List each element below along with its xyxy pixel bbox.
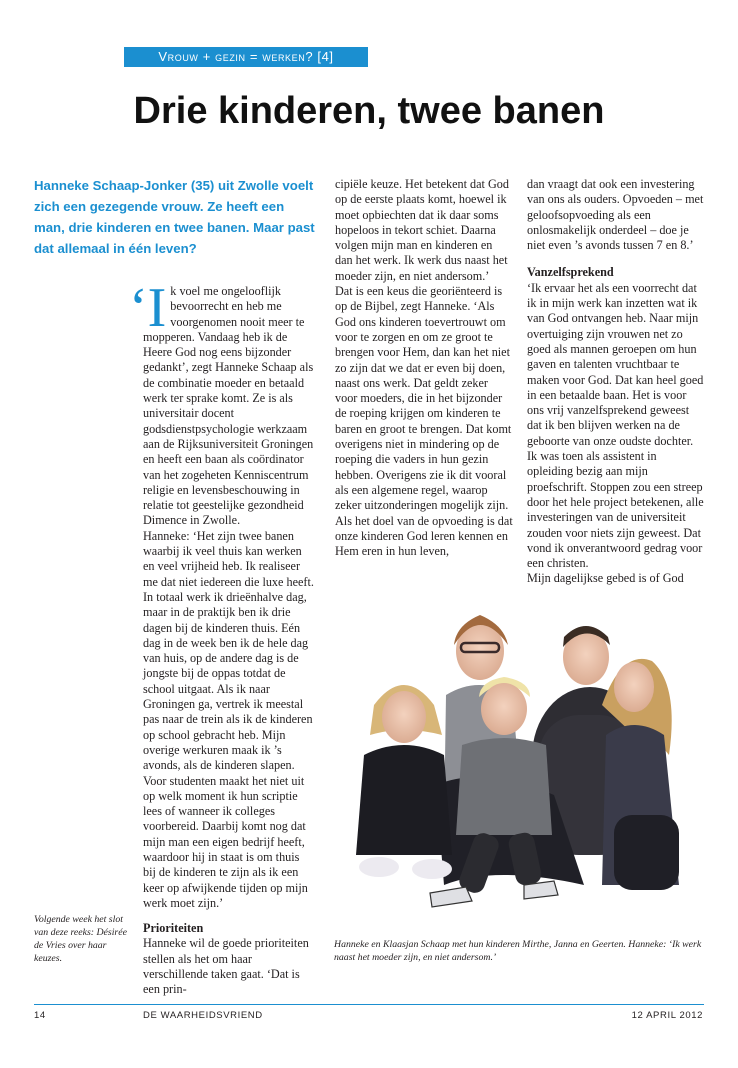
paragraph: Als het doel van de opvoeding is dat onze kinderen God leren kennen en Hem eren in hun leven,: [335, 513, 513, 559]
paragraph: Hanneke wil de goede prioriteiten stellen als het om haar verschillende taken gaat. ‘Dat is een prin-: [143, 936, 309, 997]
column-3: [527, 177, 705, 587]
series-note: Volgende week het slot van deze reeks: Désirée de Vries over haar keuzes.: [34, 914, 127, 964]
drop-cap: ‘I: [129, 277, 167, 339]
magazine-name: DE WAARHEIDSVRIEND: [143, 1010, 263, 1021]
issue-date: 12 APRIL 2012: [631, 1010, 703, 1021]
paragraph: Mijn dagelijkse gebed is of God: [527, 571, 684, 586]
article-intro: Hanneke Schaap-Jonker (35) uit Zwolle voelt zich een gezegende vrouw. Ze heeft een man, drie kinderen en twee banen. Maar past dat allemaal in één leven?: [34, 178, 315, 256]
subheading-vanzelfsprekend: Vanzelfsprekend: [527, 265, 614, 280]
column-1: [129, 277, 315, 998]
paragraph: cipiële keuze. Het betekent dat God op de eerste plaats komt, hoewel ik moet opbiechten dat ik daar soms hopeloos in tekort schiet. Daarna volgen mijn man en kinderen en dan het werk. Ik werk dus naast het moeder zijn, en niet andersom.’: [335, 177, 509, 283]
subheading-prioriteiten: Prioriteiten: [143, 921, 204, 936]
photo-caption: Hanneke en Klaasjan Schaap met hun kinderen Mirthe, Janna en Geerten. Hanneke: ‘Ik werk naast het moeder zijn, en niet andersom.’: [334, 939, 702, 963]
article-headline: Drie kinderen, twee banen: [133, 90, 605, 132]
column-2: [335, 177, 513, 559]
family-photo: [334, 585, 703, 930]
paragraph: ‘Ik ervaar het als een voorrecht dat ik in mijn werk kan inzetten wat ik van God ontvangen heb. Naar mijn overtuiging zijn vrouwen net zo goed als mannen geroepen om hun gaven en talenten vruchtbaar te maken voor God. Dat kan heel goed in een betaalde baan. Het is voor ons vrij vanzelfsprekend geweest dat ik ben blijven werken na de geboorte van onze oudste dochter. Ik was toen als assistent in opleiding bezig aan mijn proefschrift. Stoppen zou een streep door het hele project betekenen, alle investeringen van de universiteit zouden voor niets zijn geweest. Dat vond ik onverantwoord gedrag voor een christen.: [527, 280, 704, 571]
section-kicker: Vrouw + gezin = werken? [4]: [124, 47, 368, 67]
paragraph: dan vraagt dat ook een investering van ons als ouders. Opvoeden – met geloofsopvoeding als een onlosmakelijk onderdeel – doe je niet even ’s avonds tussen 7 en 8.’: [527, 177, 704, 253]
paragraph: k voel me ongelooflijk bevoorrecht en heb me voorgenomen nooit meer te mopperen. Vandaag heb ik de Heere God nog eens bijzonder gedankt’, zegt Hanneke Schaap als de combinatie moeder en betaald werk ter sprake komt. Ze is als universitair docent godsdienstpsychologie werkzaam aan de Rijksuniversiteit Groningen en heeft een baan als coördinator van het zogeheten Kenniscentrum religie en levensbeschouwing in relatie tot geestelijke gezondheid Dimence in Zwolle.: [143, 284, 314, 528]
paragraph: Dat is een keus die georiënteerd is op de Bijbel, zegt Hanneke. ‘Als God ons kinderen toevertrouwt om voor te zorgen en om ze groot te brengen voor Hem, dan kan het niet zo zijn dat we dat er even bij doen, naast ons werk. Dat geldt zeker voor moeders, die in het bijzonder de roeping krijgen om kinderen te baren en groot te brengen. Dat komt overigens niet in mindering op de roeping die vaders in hun gezin hebben. Overigens zie ik dit vooral als een algemene regel, waarop zeker uitzonderingen mogelijk zijn.: [335, 284, 512, 513]
footer-rule: [34, 1004, 704, 1005]
page-number: 14: [34, 1010, 46, 1021]
paragraph: Hanneke: ‘Het zijn twee banen waarbij ik veel thuis kan werken en veel vrijheid heb. Ik realiseer me dat niet iedereen die luxe heeft. In totaal werk ik drieënhalve dag, maar in de praktijk ben ik drie dagen bij de kinderen thuis. Eén dag in de week ben ik de hele dag van huis, op de andere dag is de jongste bij de oppas totdat de school uitgaat. Als ik naar Groningen ga, vertrek ik meestal pas naar de trein als ik de kinderen op school gebracht heb. Mijn overige werkuren maak ik ’s avonds, als de kinderen slapen. Voor studenten maakt het niet uit op welk moment ik hun scriptie lees of wanneer ik colleges voorbereid. Daarbij komt nog dat mijn man een eigen bedrijf heeft, waardoor hij in staat is om thuis bij de kinderen te zijn als ik een keer op afwijkende tijden op mijn werk moet zijn.’: [143, 528, 314, 910]
